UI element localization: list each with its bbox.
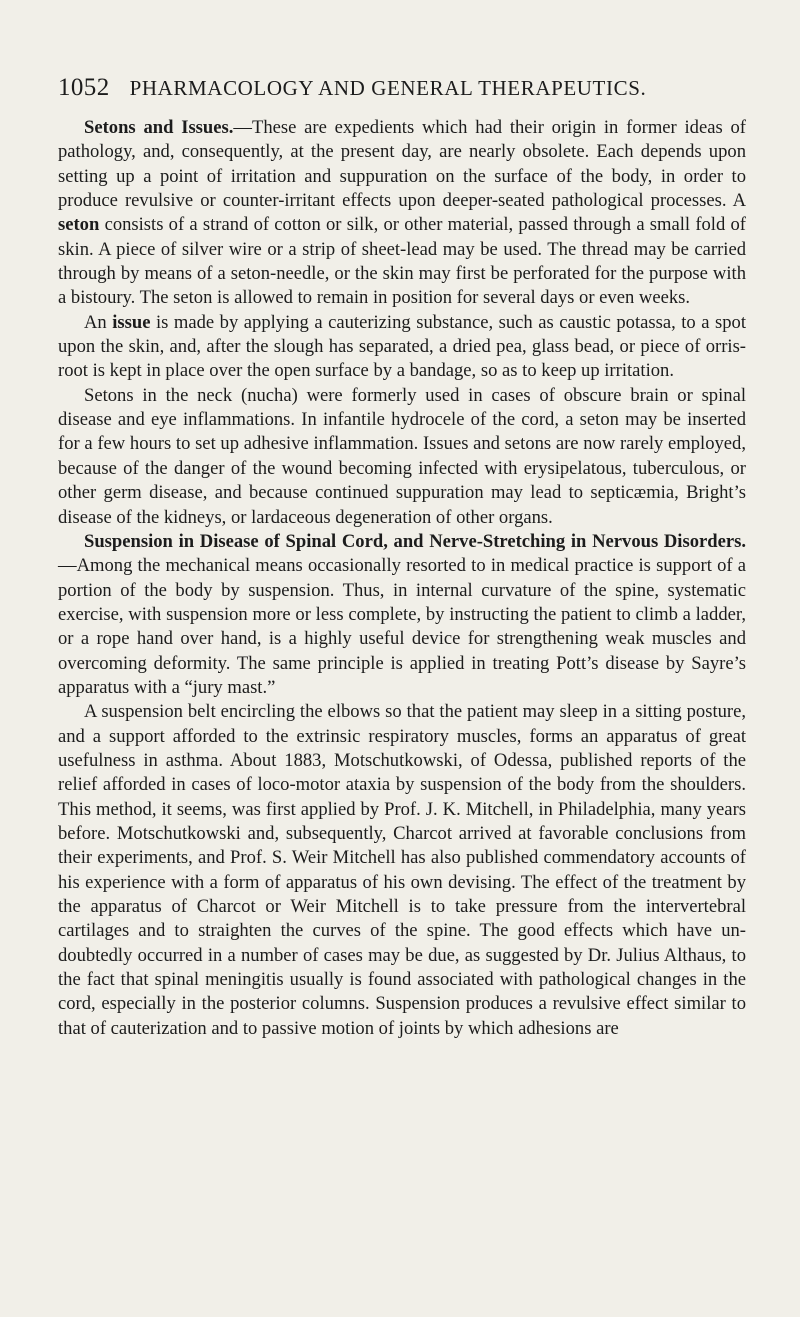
paragraph-text: is made by applying a cauterizing substance, such as caustic potassa, to a spot upon the skin, and, after the slough has separated, a dried pea, glass bead, or piece of orris-root is kept in place over the open surface by a bandage, so as to keep up irritation. — [58, 311, 746, 382]
section-heading-suspension: Suspension in Disease of Spinal Cord, and Nerve-Stretching in Nervous Disorders. — [84, 530, 746, 552]
paragraph-setons-usage — [58, 384, 746, 530]
term-issue: issue — [112, 311, 151, 333]
paragraph-text: —Among the mechanical means occasionally resorted to in medical practice is support of a portion of the body by suspension. Thus, in internal curvature of the spine, systematic exercise, with suspension more or less complete, by instructing the patient to climb a ladder, or a rope hand over hand, is a highly useful device for strengthening weak muscles and overcoming deformity. The same principle is applied in treating Pott’s disease by Sayre’s apparatus with a “jury mast.” — [58, 555, 746, 698]
paragraph-text: Setons in the neck (nucha) were formerly used in cases of obscure brain or spinal disease and eye inflammations. In infantile hydrocele of the cord, a seton may be inserted for a few hours to set up adhesive inflammation. Issues and setons are now rarely employed, because of the danger of the wound becoming infected with erysipelatous, tuberculous, or other germ disease, and because continued suppuration may lead to septicæmia, Bright’s disease of the kidneys, or lardaceous degeneration of other organs. — [58, 384, 746, 528]
term-seton: seton — [58, 214, 100, 236]
text-body — [58, 116, 746, 1041]
section-heading-setons-and-issues: Setons and Issues. — [84, 117, 234, 138]
page-header — [58, 74, 746, 102]
paragraph-setons-and-issues — [58, 116, 746, 311]
paragraph-issue — [58, 311, 746, 384]
paragraph-text: consists of a strand of cotton or silk, or other material, passed through a small fold of skin. A piece of silver wire or a strip of sheet-lead may be used. The thread may be carried through by means of a seton-needle, or the skin may first be perforated for the purpose with a bistoury. The seton is allowed to remain in position for several days or even weeks. — [58, 214, 746, 309]
page-number: 1052 — [58, 74, 110, 101]
running-title: PHARMACOLOGY AND GENERAL THERAPEUTICS. — [129, 76, 647, 100]
paragraph-text: An — [84, 311, 113, 333]
paragraph-text: —These are expedients which had their origin in former ideas of pathology, and, consequently, at the present day, are nearly obsolete. Each depends upon setting up a point of irritation and suppuration on the surface of the body, in order to produce revulsive or counter-irritant effects upon deeper-seated pathological processes. A — [58, 117, 746, 212]
paragraph-suspension-belt — [58, 700, 746, 1041]
paragraph-suspension — [58, 530, 746, 700]
paragraph-text: A suspension belt encircling the elbows so that the patient may sleep in a sitting posture, and a support afforded to the extrinsic respiratory muscles, forms an apparatus of great usefulness in asthma. About 1883, Motschutkowski, of Odessa, published reports of the relief afforded in cases of loco-motor ataxia by suspension of the body from the shoulders. This method, it seems, was first applied by Prof. J. K. Mitchell, in Philadelphia, many years before. Motschutkowski and, subsequently, Charcot arrived at favorable conclusions from their experiments, and Prof. S. Weir Mitchell has also published commendatory accounts of his experience with a form of apparatus of his own devising. The effect of the treatment by the apparatus of Charcot or Weir Mitchell is to take pressure from the intervertebral cartilages and to straighten the curves of the spine. The good effects which have undoubtedly occurred in a number of cases may be due, as suggested by Dr. Julius Althaus, to the fact that spinal meningitis usually is found associated with pathological changes in the cord, especially in the posterior columns. Suspension produces a revulsive effect similar to that of cauterization and to passive motion of joints by which adhesions are — [58, 701, 746, 1039]
